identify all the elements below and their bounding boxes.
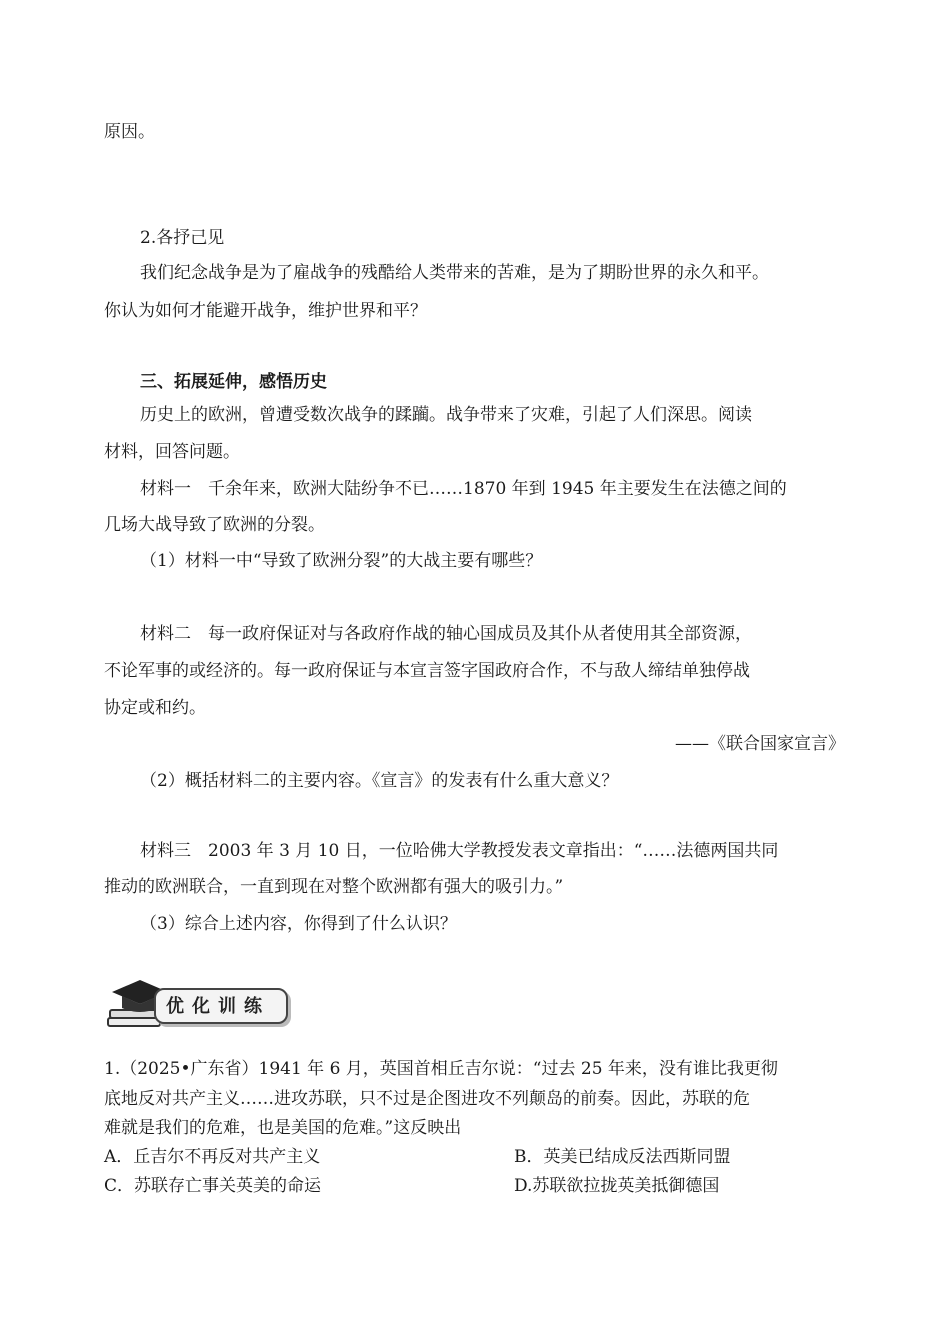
paragraph-line: 你认为如何才能避开战争，维护世界和平？ <box>104 301 427 321</box>
citation: ——《联合国家宣言》 <box>675 734 845 754</box>
material-three-line: 推动的欧洲联合，一直到现在对整个欧洲都有强大的吸引力。” <box>104 877 564 897</box>
section-heading: 三、拓展延伸，感悟历史 <box>140 372 327 392</box>
question-stem-line: 底地反对共产主义……进攻苏联，只不过是企图进攻不列颠岛的前奏。因此，苏联的危 <box>104 1089 750 1109</box>
material-two-line: 不论军事的或经济的。每一政府保证与本宣言签字国政府合作，不与敌人缔结单独停战 <box>104 661 750 681</box>
section-subheading: 2.各抒己见 <box>140 228 225 248</box>
banner-label: 优化训练 <box>166 996 270 1017</box>
question-line: （2）概括材料二的主要内容。《宣言》的发表有什么重大意义？ <box>140 771 619 791</box>
option-b: B．英美已结成反法西斯同盟 <box>514 1147 731 1167</box>
option-d: D.苏联欲拉拢英美抵御德国 <box>514 1176 720 1196</box>
question-stem-line: 1.（2025•广东省）1941 年 6 月，英国首相丘吉尔说：“过去 25 年来，没有谁比我更彻 <box>104 1059 778 1079</box>
question-line: （1）材料一中“导致了欧洲分裂”的大战主要有哪些？ <box>140 551 543 571</box>
question-stem-line: 难就是我们的危难，也是美国的危难。”这反映出 <box>104 1118 462 1138</box>
paragraph-line: 历史上的欧洲，曾遭受数次战争的蹂躏。战争带来了灾难，引起了人们深思。阅读 <box>140 405 752 425</box>
paragraph-line: 原因。 <box>104 122 155 142</box>
material-two-line: 材料二 每一政府保证对与各政府作战的轴心国成员及其仆从者使用其全部资源， <box>140 624 752 644</box>
material-one-line: 材料一 千余年来，欧洲大陆纷争不已……1870 年到 1945 年主要发生在法德之间的 <box>140 479 787 499</box>
paragraph-line: 材料，回答问题。 <box>104 442 240 462</box>
paragraph-line: 我们纪念战争是为了雇战争的残酷给人类带来的苦难，是为了期盼世界的永久和平。 <box>140 263 769 283</box>
question-line: （3）综合上述内容，你得到了什么认识？ <box>140 914 457 934</box>
material-three-line: 材料三 2003 年 3 月 10 日，一位哈佛大学教授发表文章指出：“……法德两国共同 <box>140 841 779 861</box>
option-c: C．苏联存亡事关英美的命运 <box>104 1176 322 1196</box>
material-one-line: 几场大战导致了欧洲的分裂。 <box>104 515 325 535</box>
option-a: A．丘吉尔不再反对共产主义 <box>104 1147 321 1167</box>
material-two-line: 协定或和约。 <box>104 698 206 718</box>
practice-banner <box>104 968 294 1038</box>
